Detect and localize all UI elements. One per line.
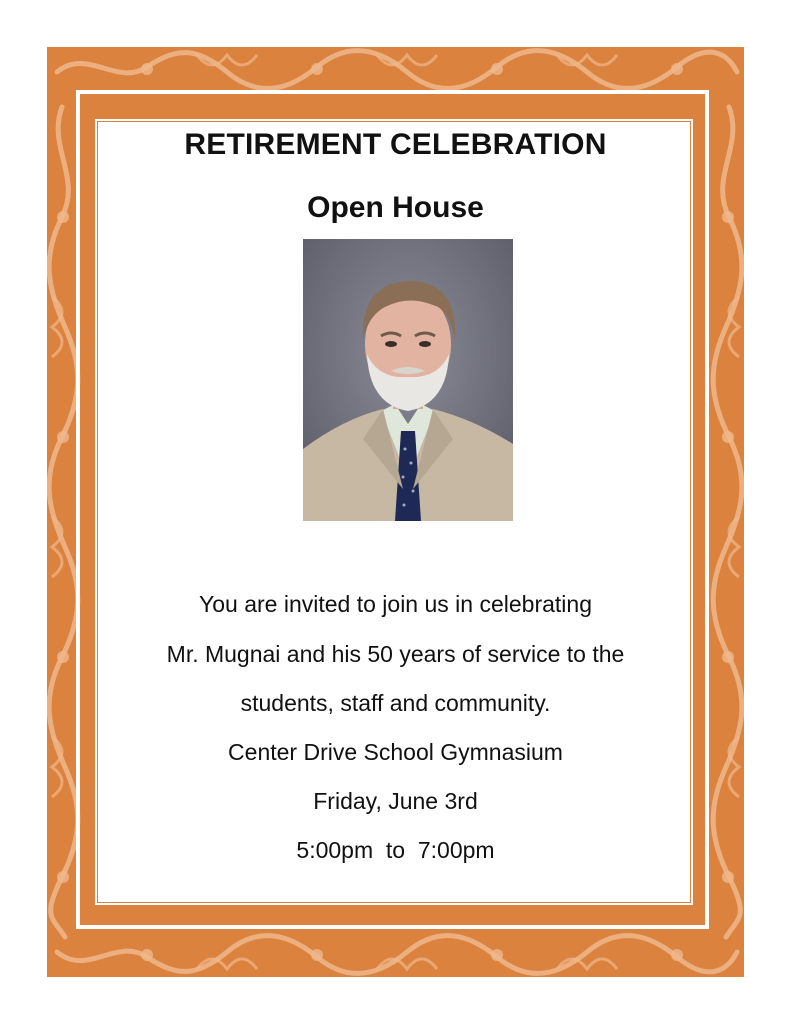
portrait-illustration [303, 239, 513, 521]
flyer-subtitle: Open House [307, 191, 484, 224]
flyer-title: RETIREMENT CELEBRATION [184, 128, 607, 161]
event-location: Center Drive School Gymnasium [228, 739, 563, 765]
portrait-photo [303, 239, 513, 521]
invitation-line-2: Mr. Mugnai and his 50 years of service to the [166, 641, 625, 667]
invitation-line-1: You are invited to join us in celebrating [199, 591, 592, 617]
event-date: Friday, June 3rd [313, 788, 478, 814]
event-time: 5:00pm to 7:00pm [296, 837, 495, 863]
invitation-line-3: students, staff and community. [240, 690, 551, 716]
